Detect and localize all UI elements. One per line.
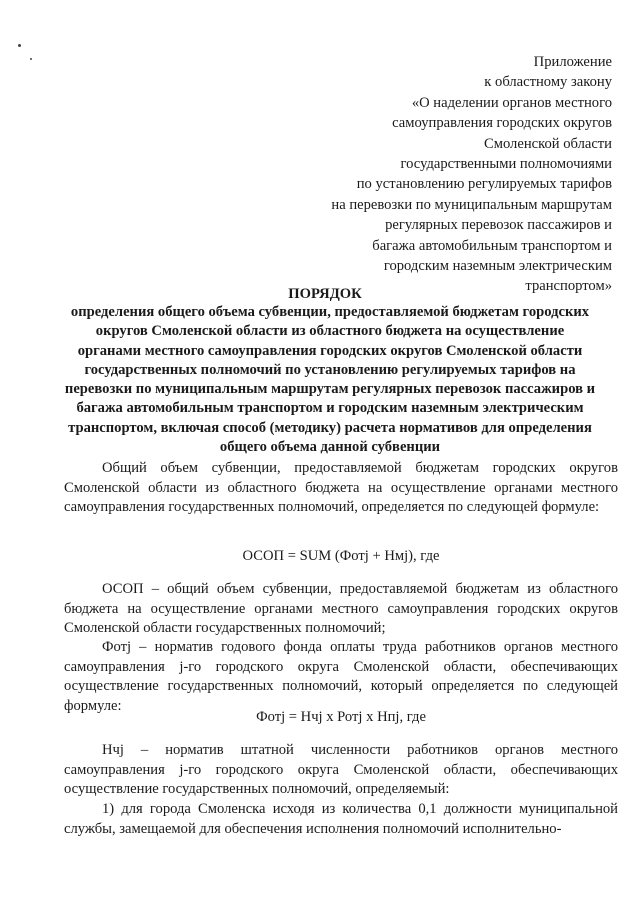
appendix-line: к областному закону bbox=[484, 74, 612, 91]
paragraph-osop-definition: ОСОП – общий объем субвенции, предоставляемой бюджетам из областного бюджета на осуществление органами местного самоуправления городских округов Смоленской области государственных полномочий; bbox=[64, 581, 618, 637]
formula-total-subvention: ОСОП = SUM (Фотj + Нмj), где bbox=[242, 548, 440, 564]
appendix-line: по установлению регулируемых тарифов bbox=[356, 176, 612, 193]
appendix-line: на перевозки по муниципальным маршрутам bbox=[331, 196, 612, 213]
scan-speck bbox=[30, 58, 32, 60]
subtitle-line: определения общего объема субвенции, предоставляемой бюджетам городских bbox=[70, 304, 590, 320]
appendix-line: Приложение bbox=[533, 54, 612, 70]
subtitle-line: общего объема данной субвенции bbox=[219, 439, 441, 456]
paragraph-fot-definition: Фотj – норматив годового фонда оплаты труда работников органов местного самоуправления j-го городского округа Смоленской области, обеспечивающих осуществление государственных полномочий, который определяется по следующей формуле: bbox=[64, 639, 618, 714]
subtitle-line: транспортом, включая способ (методику) расчета нормативов для определения bbox=[68, 419, 592, 436]
appendix-line: «О наделении органов местного bbox=[411, 94, 612, 111]
document-title: ПОРЯДОК bbox=[288, 286, 362, 302]
subtitle-line: округов Смоленской области из областного бюджета на осуществление bbox=[95, 323, 565, 340]
document-subtitle bbox=[40, 303, 620, 457]
appendix-line: транспортом» bbox=[525, 278, 612, 295]
formula-wage-fund: Фотj = Нчj х Ротj х Нпj, где bbox=[256, 709, 426, 725]
paragraph-intro: Общий объем субвенции, предоставляемой бюджетам городских округов Смоленской области из областного бюджета на осуществление органами местного самоуправления государственных полномочий, определяется по следующей формуле: bbox=[64, 460, 618, 516]
appendix-line: городским наземным электрическим bbox=[383, 258, 612, 275]
subtitle-line: багажа автомобильным транспортом и городским наземным электрическим bbox=[76, 400, 584, 417]
scan-speck bbox=[18, 44, 21, 47]
appendix-line: багажа автомобильным транспортом и bbox=[372, 237, 612, 254]
appendix-line: Смоленской области bbox=[483, 135, 612, 152]
paragraph-nch-definition: Нчj – норматив штатной численности работников органов местного самоуправления j-го городского округа Смоленской области, обеспечивающих осуществление государственных полномочий, определяемый: bbox=[64, 742, 618, 798]
appendix-header bbox=[282, 52, 612, 297]
appendix-line: регулярных перевозок пассажиров и bbox=[385, 217, 612, 234]
subtitle-line: перевозки по муниципальным маршрутам регулярных перевозок пассажиров и bbox=[64, 381, 596, 398]
appendix-line: государственными полномочиями bbox=[400, 156, 612, 173]
subtitle-line: органами местного самоуправления городских округов Смоленской области bbox=[77, 342, 583, 359]
subtitle-line: государственных полномочий по установлению регулируемых тарифов на bbox=[84, 361, 576, 378]
paragraph-smolensk-rule: 1) для города Смоленска исходя из количества 0,1 должности муниципальной службы, замещаемой для обеспечения исполнения полномочий исполнительно- bbox=[64, 801, 618, 837]
appendix-line: самоуправления городских округов bbox=[392, 115, 612, 132]
